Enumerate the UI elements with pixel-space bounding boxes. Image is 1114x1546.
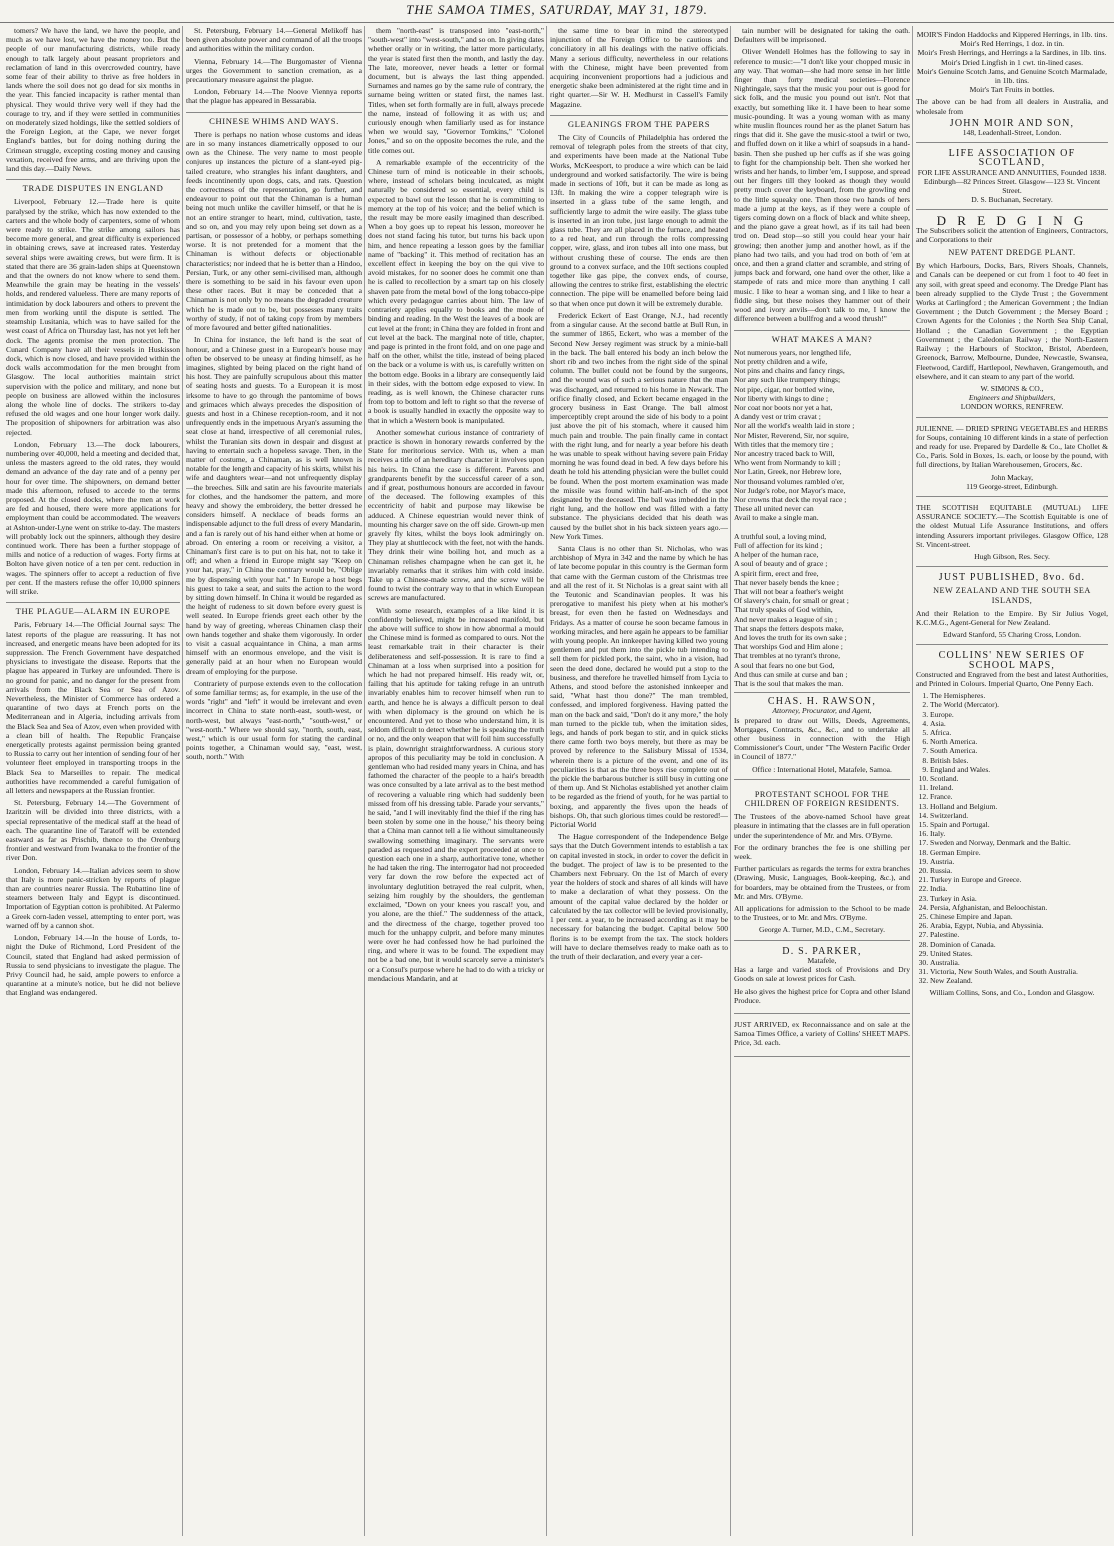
poem-line: Nor Mister, Reverend, Sir, nor squire, — [734, 430, 849, 440]
poem-line: That trembles at no tyrant's throne, — [734, 651, 840, 661]
advert-name: D. S. PARKER, — [782, 945, 862, 957]
article-paragraph: London, February 14.—In the house of Lords, to-night the Duke of Richmond, Lord President of the Council, stated that England had asked permission of Russia to send physicians to investigate the plague. The Privy Council had, he said, ample powers to enforce a quarantine at a minute's notice, but he did not believe that England was endangered. — [6, 933, 180, 998]
advert-parker — [734, 943, 910, 1014]
map-list-item: 16. Italy. — [930, 829, 1108, 838]
advert-signature: Hugh Gibson, Res. Secy. — [974, 551, 1050, 561]
article-paragraph: There is perhaps no nation whose customs and ideas are in so many instances diametrically opposed to our own as the Chinese. The very name to most people conjures up instances the picture of a slant-eyed pig-tailed creature, who strangles his infant daughters, and feeds incontinently upon dogs, cats, and rats. Question the correctness of the representation, go further, and endeavour to point out that the Chinaman is a human being not much unlike the caviller himself, or that he is not an entire stranger to heart, mind, cultivation, taste, and so on, and you may rely upon being set down as a partisan, or possessor of a hobby, or perhaps something worse. It is not pretended for a moment that the Chinaman is without defects or objectionable characteristics; nor indeed that he is better than a Hindoo, Persian, Turk, or any other semi-civilised man, although there is something to be said in his favour even upon these other races. But it may be conceded that a Chinaman is not only by no means the degraded creature which he is made out to be, but possesses many traits worthy of study, if not of taking copy from by members of more favoured and better gifted nationalities. — [186, 129, 362, 333]
article-heading-plague: THE PLAGUE—ALARM IN EUROPE — [6, 602, 180, 616]
map-list-item: 30. Australia. — [930, 958, 1108, 967]
article-paragraph: Santa Claus is no other than St. Nicholas, who was archbishop of Myra in 342 and the name by which he has of late become popular in this country is the German form that came with the German custom of the Christmas tree and all the rest of it. St Nicholas is a great saint with all the Teutonic and Scandinavian peoples. It was his prerogative to manifest his piety when at his mother's breast, for even then he fasted on Wednesdays and Fridays. As a matter of course he soon became famous in working miracles, and here again he appears to be familiar with young people. An innkeeper having killed two young gentlemen and put them into the pickle tub intending to sell them for pickled pork, the saint, who in a vision, had seen the deed done, declared he would put a stop to the business, and therefore he travelled himself from Lycia to Athens, and stood before the astonished innkeeper and said, "What hast thou done?" The man trembled, confessed, and implored forgiveness. Having patted the man on the back and said, "Don't do it any more," the holy man turned to the pickle tub, when the imitation sides, legs, and hands of pork began to stir, and in quick sticks there came forth two boys merely, but there as may be proved by reference to the Salisbury Missal of 1534, wherein there is a picture of the event, and one of its peculiarities is that as the three boys rise complete out of the pickle the barbarous butcher is still busy in cutting one of them up. And St Nicholas established yet another claim to be regarded as the friend of youth, for he was partial to boxing, and apparently the fives upon the heads of bishops. Oh, that such glorious times could be restored!—Pictorial World — [550, 543, 728, 830]
article-paragraph: London, February 14.—The Noove Viennya reports that the plague has appeared in Bessarabia. — [186, 87, 362, 106]
advert-text: The above can be had from all dealers in Australia, and wholesale from — [916, 97, 1108, 116]
article-heading-trade-disputes: TRADE DISPUTES IN ENGLAND — [6, 179, 180, 193]
poem-line: A soul of beauty and of grace ; — [734, 559, 828, 569]
poem-line: A truthful soul, a loving mind, — [734, 531, 827, 541]
map-list-item: 9. England and Wales. — [930, 765, 1108, 774]
advert-signature: D. S. Buchanan, Secretary. — [971, 195, 1053, 205]
poem-line: With titles that the memory tire ; — [734, 439, 834, 449]
advert-subheading: NEW PATENT DREDGE PLANT. — [948, 248, 1076, 258]
advert-text: Is prepared to draw out Wills, Deeds, Agreements, Mortgages, Contracts, &c., &c., and to undertake all other business in connection with the High Commissioner's Court, under "The Western Pacific Order in Council of 1877." — [734, 715, 910, 762]
advert-text: THE SCOTTISH EQUITABLE (MUTUAL) LIFE ASSURANCE SOCIETY.—The Scottish Equitable is one of the oldest Mutual Life Assurance Institutions, and offers intending Assurers important privileges. Glasgow Office, 128 St. Vincent-street. — [916, 502, 1108, 549]
column-3 — [368, 26, 544, 1536]
map-list-item: 10. Scotland. — [930, 774, 1108, 783]
poem-line: A helper of the human race, — [734, 550, 819, 560]
map-list-item: 28. Dominion of Canada. — [930, 940, 1108, 949]
poem-line: Avail to make a single man. — [734, 513, 819, 523]
advert-product-line: Moir's Fresh Herrings, and Herrings a la Sardines, in 1lb. tins. — [917, 48, 1107, 58]
advert-works: LONDON WORKS, RENFREW. — [960, 402, 1064, 412]
advert-dredging — [916, 212, 1108, 417]
map-list-item: 24. Persia, Afghanistan, and Beloochistan. — [930, 903, 1108, 912]
poem-line: That worships God and Him alone ; — [734, 642, 843, 652]
map-list-item: 2. The World (Mercator). — [930, 700, 1108, 709]
advert-moir — [916, 26, 1108, 143]
column-2 — [186, 26, 362, 1536]
poem-heading: WHAT MAKES A MAN? — [734, 330, 910, 344]
map-list-item: 7. South America. — [930, 746, 1108, 755]
poem-line: Nor thousand volumes rambled o'er, — [734, 476, 845, 486]
map-list-item: 20. Russia. — [930, 866, 1108, 875]
advert-address: Edinburgh—82 Princes Street. Glasgow—123 St. Vincent Street. — [923, 176, 1101, 196]
map-list-item: 27. Palestine. — [930, 930, 1108, 939]
article-paragraph: Liverpool, February 12.—Trade here is quite paralysed by the strike, which has now extended to the carters and the whole body of carpenters, some of whom were ready to strike. The strike among sailors has become more general, and great difficulty is experienced in obtaining crews, save at increased rates. Yesterday several ships were awaiting crews, but were firm. It is stated that there are 36 grain-laden ships at Queenstown and that the owners do not know where to send them. Meanwhile the grain may be heating in the vessels' holds, and rendered valueless. There are many reports of intimidation by dock labourers and others to prevent the men from working until the dispute is settled. The steamship Lusitania, which was to have sailed for the west coast of Africa on Thursday last, has not yet left her dock. The agents promise the men protection. The Cunard Company have all their vessels in Huskisson dock, which is now closed, and have provided within the dock walls accommodation for the men brought from Glasgow. The local authorities maintain strict supervision with the police and military, and none but people on business are allowed within the inclosures along the whole line of docks. The strikers to-day refused the old wages and one hour longer work daily. The proposition of shipowners for arbitration was also rejected. — [6, 197, 180, 437]
article-paragraph: With some research, examples of a like kind it is confidently believed, might be increased manifold, but the above will suffice to show in how abnormal a mould the Chinese mind is formed as compared to ours. Not the least remarkable trait in their character is their deliberateness and self-possession. It is rare to find a Chinaman at a loss when surprised into a position for which he had not prepared himself. His ready wit, or, failing that his aptitude for taking refuge in an untruth invariably enables him to recover himself when run to earth, and hence he is always a difficult person to deal with when diplomacy is the ground on which he is encountered. And yet to those who understand him, it is seldom difficult to detect whether he is speaking the truth or no, and the only weapon that will foil him successfully is plain, downright straightforwardness. A curious story apropos of this peculiarity may be told in conclusion. A gentleman who had resided many years in China, and has fathomed the character of the people to a hair's breadth was once consulted by a late arrival as to the best method of recovering a valuable ring which had suddenly been missed from off his dressing table. Parade your servants," he said, "and I will inevitably find the thief if the ring has been stolen by some one in the house," his theory being that a China man cannot tell a lie without simultaneously swallowing something imaginary. The servants were paraded as requested and the expert proceeded at once to question each one in a sharp, authoritative tone, whether he had taken the ring. The interrogator had not proceeded very far down the row before the expected act of involuntary deglutition betrayed the real culprit, when, seizing him roughly by the shoulders, the gentleman exclaimed, "Down on your knees you rascal! you, and you alone, are the thief." The suddenness of the attack, and the directness of the charge, together proved too much for the unhappy culprit, and before many minutes were over he had confessed how he had purloined the ring, and where it was to be found. The expedient may not be a bad one, but it would scarcely serve a minister's or a Consul's purpose where he had to do with a tricky or mendacious Mandarin, and at — [368, 605, 544, 983]
poem-line: Full of affection for its kind ; — [734, 540, 823, 550]
article-paragraph: Frederick Eckert of East Orange, N.J., had recently from a singular cause. At the second battle at Bull Run, in the summer of 1865, Eckert, who was a member of the Second New Jersey regiment was struck by a minie-ball in the back. The ball entered his body an inch below the short rib and two inches from the right side of the spinal column. The bullet could not be found by the surgeons, and the wound was of such a serious nature that the man was discharged, and returned to his home in Newark. The orifice finally closed, and Eckert became engaged in the grocery business in East Orange. The ball almost imperceptibly crept around the side of his body to a point just above the pit of his stomach, where it caused him much pain and trouble. The pain finally came in contact with the right lung, and for nearly a year before his death he was unable to speak without having severe pain Friday morning he was found dead in bed. A few days before his death he told his attending physician were the bullet could be found. When the post mortem examination was made the missile was found within half-an-inch of the spot designated by the deceased. The ball was imbedded in the right lung, and the hollow end was filled with a fatty substance. The physicians decided that his death was caused by the bullet shot in his back sixteen years ago.—New York Times. — [550, 310, 728, 541]
poem-line — [734, 523, 910, 532]
advert-text: He also gives the highest price for Copra and other Island Produce. — [734, 986, 910, 1005]
advert-heading: LIFE ASSOCIATION OF SCOTLAND, — [948, 148, 1076, 169]
poem-line: Who went from Normandy to kill ; — [734, 458, 841, 468]
advert-signature: George A. Turner, M.D., C.M., Secretary. — [758, 925, 886, 935]
advert-product-line: Moir's Dried Lingfish in 1 cwt. tin-lined cases. — [940, 57, 1084, 67]
map-list-item: 23. Turkey in Asia. — [930, 894, 1108, 903]
map-list-item: 14. Switzerland. — [930, 811, 1108, 820]
column-4 — [550, 26, 728, 1536]
poem-line: And never makes a league of sin ; — [734, 614, 838, 624]
advert-product-line: MOIR'S Findon Haddocks and Kippered Herrings, in 1lb. tins. — [916, 30, 1108, 39]
column-5 — [734, 26, 910, 1536]
advert-new-zealand-book — [916, 569, 1108, 645]
advert-text: The Subscribers solicit the attention of Engineers, Contractors, and Corporations to their — [916, 225, 1108, 244]
advert-protestant-school — [734, 782, 910, 941]
advert-rawson — [734, 692, 910, 780]
poem-line: That truly speaks of God within, — [734, 605, 833, 615]
article-paragraph: London, February 14.—Italian advices seem to show that Italy is more panic-stricken by reports of plague than are countries nearer Russia. The Rubattino line of steamers between Italy and Egypt is discontinued. Importation of Egyptian cotton is prohibited. At Palermo a Greek corn-laden vessel, attempting to enter port, was warned off by a cannon shot. — [6, 865, 180, 930]
poem-line: Nor crowns that deck the royal race ; — [734, 494, 847, 504]
poem-line: Of slavery's chain, for small or great ; — [734, 596, 849, 606]
poem-line: Nor ancestry traced back to Will, — [734, 448, 835, 458]
article-paragraph: Another somewhat curious instance of contrariety of practice is shown in honorary rewards conferred by the State for meritorious service. With us, when a man receives a title of an hereditary character it involves upon his heirs. In China the case is different. Parents and grandparents benefit by the successful career of a son, and if great, posthumous honours are accorded in favour of the deceased. The following examples of this eccentricity of habit and purpose may likewise be adduced. A Chinese equestrian would never think of mounting his charger save on the off side. Grown-up men gravely fly kites, whilst the boys look admiringly on. They play at shuttlecock with the feet, not with the hands. They drink their wine boiling hot, and much as a Chinaman relishes champagne when he can get it, he invariably remarks that it strikes him with cold inside. Take up a Chinese-made screw, and the screw will be found to twist the contrary way to that in which European screws are manufactured. — [368, 427, 544, 603]
article-paragraph: Contrariety of purpose extends even to the collocation of some familiar terms; as, for example, in the use of the words "right" and "left" it would be irrelevant and even incorrect in China to state north-east, south-west, or north-west, but always "east-north," "south-west," or "west-north." Where we should say, "north, south, east, west," which is our usual form for stating the cardinal points together, a Chinaman would say, "east, west, south, north." With — [186, 678, 362, 762]
poem-line: Nor Judge's robe, nor Mayor's mace, — [734, 485, 846, 495]
masthead-title: THE SAMOA TIMES, SATURDAY, MAY 31, 1879. — [406, 2, 708, 17]
poem-line: That will not bear a feather's weight — [734, 586, 844, 596]
map-list-item: 3. Europe. — [930, 710, 1108, 719]
column-rule — [546, 26, 547, 1536]
poem-line: A spirit firm, erect and free, — [734, 568, 819, 578]
map-list-item: 1. The Hemispheres. — [930, 691, 1108, 700]
poem-line: Nor all the world's wealth laid in store ; — [734, 421, 855, 431]
advert-publisher: William Collins, Sons, and Co., London and Glasgow. — [929, 987, 1095, 997]
advert-place: Matafele, — [807, 955, 837, 965]
map-list-item: 13. Holland and Belgium. — [930, 802, 1108, 811]
advert-subtitle: Attorney, Procurator, and Agent, — [772, 706, 872, 716]
advert-text: Has a large and varied stock of Provisions and Dry Goods on sale at lowest prices for Cash. — [734, 965, 910, 984]
article-paragraph: In China for instance, the left hand is the seat of honour, and a Chinese guest in a European's house may often be observed to be uneasy at finding himself, as he imagines, slighted by being placed on the right hand of his host. They are painfully scrupulous about this matter of seating hosts and guests. To a European it is most irksome to have to go through the pantomime of bows and grimaces which always precedes the disposition of guests and host in a Chinese reception-room, and it not unfrequently ends in the impetuous Aryan's assuming the seat close at hand, irrespective of all ceremonial rules, whilst the Turanian sits down in despair and disgust at having to entertain such a hopeless savage. Then, in the matter of costume, a Chinaman, as is well known is notable for the length and capacity of his skirts, whilst his wife and daughters wear—and not unfrequently display—the breeches. Silk and satin are his favourite materials for clothes, and the handsomer the pattern, and more heavy and showy the embroidery, the better dressed he considers himself. A necklace of beads forms an indispensable adjunct to the full dress of every Mandarin, and a fan is rarely out of his hand either when at home or abroad. On entering a room or receiving a visitor, a Chinaman's first care is to put on his hat, not to take it off; and when a friend in Europe might say "Keep on your hat, pray," in China the contrary would be, "Oblige me by dispensing with your hat." In Europe a host begs his guest to take a seat, and suits the action to the word by sitting down himself. In China it would be regarded as the height of rudeness to sit down before every guest is well seated. In Europe friends greet each other by the hand by way of greeting, whereas Chinamen clasp their own hands together and shake them vigorously. In order to visit a casual acquaintance in China, a man arms himself with an enormous envelope, and the visit is generally paid at an hour when no European would dream of employing for the purpose. — [186, 335, 362, 676]
advert-address: 148, Leadenhall-Street, London. — [962, 128, 1062, 138]
advert-address: 119 George-street, Edinburgh. — [966, 481, 1058, 491]
poem-line: Not pretty children and a wife, — [734, 356, 828, 366]
advert-scottish-equitable — [916, 499, 1108, 567]
poem-line: Nor liberty with kings to dine ; — [734, 393, 829, 403]
poem-line: These all united never can — [734, 504, 814, 514]
article-paragraph: the same time to bear in mind the stereotyped injunction of the Foreign Office to be cautious and conciliatory in all his dealings with the native officials. Many a serious difficulty, nevertheless in our relations with the Chinese, might have been prevented from acquiring inconvenient proportions had a judicious and energetic shake been administered at the right time and in right quarter.—Sir W. H. Medhurst in Cassell's Family Magazine. — [550, 26, 728, 109]
poem-line: A dandy vest or trim cravat ; — [734, 412, 821, 422]
advert-text: Further particulars as regards the terms for extra branches (Drawing, Music, Languages, Book-keeping, &c.), and for boarders, may be obtained from the Trustees, or from Mr. and Mrs. O'Byrne. — [734, 864, 910, 901]
map-list-item: 31. Victoria, New South Wales, and South Australia. — [930, 967, 1108, 976]
advert-text: By which Harbours, Docks, Bars, Rivers Shoals, Channels, and Canals can be deepened or cut from 1 foot to 40 feet in any soil, with great speed and economy. The Dredge Plant has been already supplied to the Clyde Trust ; the Government Works at Carlingford ; the American Government ; the Indian Government ; the Dutch Government ; the Mersey Board ; Crown Agents for the Colonies ; the North Sea Ship Canal, Holland ; the Canadian Government ; the Egyptian Government ; the Caledonian Railway ; the North-Eastern Railway ; the Harbours of Stockton, Bristol, Aberdeen, Greenock, Barrow, Melbourne, Dundee, Newcastle, Swansea, Fleetwood, Cardiff, Hartlepool, Newhaven, Grangemouth, and elsewhere, and it can steam to any part of the world. — [916, 261, 1108, 381]
advert-name: John Mackay, — [990, 472, 1034, 482]
article-heading-chinese-whims: CHINESE WHIMS AND WAYS. — [186, 112, 362, 126]
poem-line: Not numerous years, nor lengthed life, — [734, 347, 852, 357]
advert-heading: COLLINS' NEW SERIES OF SCHOOL MAPS, — [938, 650, 1086, 671]
advert-title: NEW ZEALAND AND THE SOUTH SEA ISLANDS, — [933, 586, 1091, 605]
advert-julienne — [916, 420, 1108, 497]
advert-heading: PROTESTANT SCHOOL FOR THE CHILDREN OF FOREIGN RESIDENTS. — [744, 789, 900, 809]
poem-line: Nor any such like trumpery things; — [734, 375, 841, 385]
advert-heading: JUST PUBLISHED, 8vo. 6d. — [938, 572, 1086, 584]
article-paragraph: The Hague correspondent of the Independence Belge says that the Dutch Government intends to establish a tax on capital invested in stock, in order to cover the deficit in the budget. The project of law is to be presented to the Chambers next February. On the 1st of March of every year the holders of stock and shares of all kinds will have to make a declaration of what they possess. On the amount of the capital value declared by the holder or calculated by the tax collector will be levied provisionally, 1 per cent. a year, to be increased according as it may be necessary for balancing the budget. Capital below 500 florins is to be exempt from the tax. The stock holders will have to declare themselves ready to make oath as to the truth of their declaration, and every year a cer- — [550, 832, 728, 961]
article-paragraph: Paris, February 14.—The Official Journal says: The latest reports of the plague are reassuring. It has not increased, and energetic means have been adopted for its suppression. The French Government have despatched physicians to investigate the disease. Reports that the plague has appeared in Turkey are unfounded. There is no ground for panic, and no danger for the present from arrivals from the Black Sea or Sea of Azov. Nevertheless, the Minister of Commerce has ordered a quarantine of two days at French ports on the Mediterranean and in Algeria, including arrivals from the Black Sea and Sea of Azov, even when provided with a clean bill of health. The Republic Française energetically protests against permission being granted to Russia to carry out her intention of sending four of her volunteer fleet employed in transporting troops in the Black Sea to Marseilles to repair. The medical authorities have recommended a careful fumigation of all letters and newspapers at the Russian frontier. — [6, 620, 180, 796]
advert-heading: D R E D G I N G — [936, 213, 1088, 229]
article-paragraph: Vienna, February 14.—The Burgomaster of Vienna urges the Government to sanction cremation, as a precautionary measure against the plague. — [186, 56, 362, 85]
advert-name: CHAS. H. RAWSON, — [767, 696, 877, 708]
map-list-item: 4. Asia. — [930, 719, 1108, 728]
advert-text: The Trustees of the above-named School have great pleasure in intimating that the classes are in full operation under the superintendence of Mr. and Mrs. O'Byrne. — [734, 812, 910, 840]
poem-line: Not pins and chains and fancy rings, — [734, 366, 845, 376]
poem-line: A soul that fears no one but God, — [734, 660, 835, 670]
advert-firm: JOHN MOIR AND SON, — [949, 117, 1075, 129]
advert-collins-maps — [916, 647, 1108, 1002]
map-list-item: 5. Africa. — [930, 728, 1108, 737]
map-list-item: 26. Arabia, Egypt, Nubia, and Abyssinia. — [930, 921, 1108, 930]
advert-firm: W. SIMONS & CO., — [980, 383, 1044, 393]
poem-line: Not pipe, cigar, nor bottled wine, — [734, 384, 835, 394]
advert-product-line: Moir's Red Herrings, 1 doz. in tin. — [959, 39, 1065, 49]
article-paragraph: Oliver Wendell Holmes has the following to say in reference to music:—"I don't like your chopped music in any way. That woman—she had more sense in her little finger than forty medical societies—Florence Nightingale, says that the music you pour out is good for sick folk, and the music you pound out isn't. Not that exactly, but something like it. I have been to hear some music-pounding. It was a young woman with as many white muslin flounces round her as the planet Saturn has rings that did it. She gave the music-stool a twirl or two, and fluffed down on it like a whirl of soapsuds in a hand-basin. Then she pushed up her cuffs as if she was going to fight for the championship belt. Then she worked her wrists and her hands, to limber 'em, I suppose, and spread out her fingers till they looked as though they would pretty much cover the keyboard, from the growling end to the little squeaky one. Then those two hands of hers made a jump at the keys, as if they were a couple of tigers coming down on a flock of black and white sheep, and the piano gave a great howl, as if its tail had been trod on. Dead stop—so still you could hear your hair growing; then another jump and another howl, as if the piano had two tails, and you had trod on both of 'em at once, and then a grand clatter and scramble, and string of jumps back and forward, one hand over the other, like a stampede of rats and mice more than anything I call music. I like to hear a woman sing, and I like to hear a fiddle sing, but these noises they hammer out of their wood and ivory anvils—don't talk to me, I know the difference between a bullfrog and a wood thrush!" — [734, 47, 910, 324]
article-paragraph: London, February 13.—The dock labourers, numbering over 40,000, held a meeting and decided that, unless the masters agreed to the old rates, they would demand an advance of the day rate and of a penny per hour for over time. The shipowners, on demand better made this afternoon, refused to accede to the terms proposed. At the closed docks, where the men at work are fed and housed, there were more applications for employment than could be accommodated. The weavers at Ashton-under-Lyne went on strike to-day. The masters will probably lock out the spinners, although they desire continued work. There has been a further stoppage of mills and notice of a reduction of wages. Forty firms at Bolton have given notice of a ten per cent. reduction in wages. The spinners offer to accept a reduction of five per cent. If the masters refuse the offer 10,000 spinners will strike. — [6, 439, 180, 596]
poem-line: Nor coat nor boots nor yet a hat, — [734, 402, 833, 412]
article-paragraph: The City of Councils of Philadelphia has ordered the removal of telegraph poles from the streets of that city, and experiments have been made at the National Tube Works, McKeesport, to produce a wire which can be laid underground and worked satisfactorily. The wire is being made in sections of 10ft, but it can be made as long as 13ft. In making the wire a copper telegraph wire is inserted in a glass tube of the same length, and sufficiently large to admit the wire easily. The glass tube is inserted in an iron tube, just large enough to admit the glass tube. They are all placed in the furnace, and heated to a red heat, and run through the rolls compressing copper, wire, glass, and iron tubes all into one mass, but without crushing these of course. The ends are then ground to a convex surface, and the 10ft sections coupled together like gas pipe, the convex ends, of course, allowing the centres to strike first, establishing the electric connection. The pipe will be enamelled before being laid so that when once put down it will be extremely durable. — [550, 133, 728, 308]
column-1 — [6, 26, 180, 1536]
column-rule — [912, 26, 913, 1536]
advert-subtitle: FOR LIFE ASSURANCE AND ANNUITIES, Founded 1838. — [917, 167, 1107, 177]
advert-text: JUST ARRIVED, ex Reconnaissance and on sale at the Samoa Times Office, a variety of Collins' SHEET MAPS. Price, 3d. each. — [734, 1019, 910, 1048]
advert-maps-arrived — [734, 1016, 910, 1057]
article-paragraph: tomers? We have the land, we have the people, and much as we have lost, we have the money too. But the people of our manufacturing districts, while ready enough to talk largely about peasant proprietors and reclamation of land in this overcrowded country, have some fear of their ability to thrive as free holders in lands where the soil does not go dead for six months in the year. This fancied incapacity is rather mental than physical. They would thrive very well if they had the courage to try, and if they were settled in communities on moderately sized holdings, like the settled soldiers of the Foreign Legion, at the Cape, we never forget England's battles, but for doing nothing during the Crimean struggle, excepting costing money and causing vexation, received free arms, and are thriving upon the land this day.—Daily News. — [6, 26, 180, 174]
map-list-item: 18. German Empire. — [930, 848, 1108, 857]
advert-life-association — [916, 145, 1108, 210]
map-list-item: 29. United States. — [930, 949, 1108, 958]
advert-publisher: Edward Stanford, 55 Charing Cross, London. — [943, 630, 1081, 640]
article-paragraph: St. Petersburg, February 14.—General Melikoff has been given absolute power and command of all the troops and authorities within the military cordon. — [186, 26, 362, 54]
map-list-item: 21. Turkey in Europe and Greece. — [930, 875, 1108, 884]
poem-line: That snaps the fetters despots make, — [734, 623, 844, 633]
map-list-item: 32. New Zealand. — [930, 976, 1108, 985]
article-paragraph: them "north-east" is transposed into "east-north," "south-west" into "west-south," and so on. In giving dates whether orally or in writing, the latter more particularly, the year is stated first then the month, and lastly the day. The late, moreover, never heads a letter or formal document, but is always the last thing appended. Surnames and names go by the same rule of contrary, the surname being written or stated first, the names last. Titles, when set forth formally are in full, always precede the name, instead of following it as with us; and curiously enough when familiarly used as for instance when we would say, "Governor Tomkins," "Colonel Jones," and so on the opposite becomes the rule, and the title comes out. — [368, 26, 544, 155]
poem-line: And loves the truth for its own sake ; — [734, 633, 847, 642]
masthead — [0, 0, 1114, 23]
map-list — [930, 691, 1108, 986]
poem — [734, 348, 910, 689]
map-list-item: 8. British Isles. — [930, 756, 1108, 765]
advert-text: All applications for admission to the School to be made to the Trustees, or to Mr. and Mrs. O'Byrne. — [734, 904, 910, 923]
advert-office: Office : International Hotel, Matafele, Samoa. — [752, 764, 892, 774]
poem-line: That is the soul that makes the man. — [734, 679, 844, 689]
advert-product-list — [916, 30, 1108, 94]
poem-line: Nor Latin, Greek, nor Hebrew lore, — [734, 467, 842, 477]
article-heading-gleanings: GLEANINGS FROM THE PAPERS — [550, 115, 728, 129]
map-list-item: 17. Sweden and Norway, Denmark and the Baltic. — [930, 838, 1108, 847]
column-rule — [730, 26, 731, 1536]
article-paragraph: tain number will be designated for taking the oath. Defaulters will be imprisoned. — [734, 26, 910, 45]
map-list-item: 25. Chinese Empire and Japan. — [930, 912, 1108, 921]
article-paragraph: A remarkable example of the eccentricity of the Chinese turn of mind is noticeable in their schools, where, instead of scholars being inculcated, as might naturally be considered so essential, every child is expected to bawl out the lesson that he is committing to memory at the top of his voice; and the belief which is the result may be more easily imagined than described. When a boy goes up to repeat his lesson, moreover he does not stand facing his tutor, but turns his back upon him, and hence repeating a lesson goes by the familiar name of "backing" it. This method of recitation has an excellent effect in keeping the boy on the qui vive to avoid mistakes, for no sooner does he commit one than he is called to recollection by a smart tap on his closely shaven pate from the metal bowl of the long tobacco-pipe which every pedagogue carries about him. The law of contrariety applies equally to books and the mode of binding and reading. In the West the leaves of a book are cut level at the front; in China they are folded in front and cut level at the back. The marginal note of title, chapter, and page is printed in the front fold, and on one page and half on the other, whilst the title, instead of being placed on the back or a volume is with us, is carefully written on the bottom edge. Books in a library are consequently laid in their sides, with the bottom edge exposed to view. In reading, as is well known, the Chinese character runs from top to bottom and left to right so that the reverse of a book is usually handled in exactly the opposite way to that in which a Western book is manipulated. — [368, 157, 544, 425]
map-list-item: 15. Spain and Portugal. — [930, 820, 1108, 829]
map-list-item: 6. North America. — [930, 737, 1108, 746]
column-6 — [916, 26, 1108, 1536]
advert-text: For the ordinary branches the fee is one shilling per week. — [734, 842, 910, 862]
advert-firm-role: Engineers and Shipbuilders, — [968, 393, 1056, 403]
map-list-item: 19. Austria. — [930, 857, 1108, 866]
poem-line: And thus can smile at curse and ban ; — [734, 669, 848, 679]
article-paragraph: St. Petersburg, February 14.—The Government of Izaritzin will be divided into three districts, with a special representative of the medical staff at the head of each. The quarantine line of Taratoff will be extended eastward as far as Prischib, thence to the Orenburg frontier and westward from Iwanaka to the frontier of the river Don. — [6, 798, 180, 863]
map-list-item: 11. Ireland. — [930, 783, 1108, 792]
map-list-item: 12. France. — [930, 792, 1108, 801]
poem-line: That never basely bends the knee ; — [734, 577, 840, 587]
advert-product-line: Moir's Genuine Scotch Jams, and Genuine Scotch Marmalade, in 1lb. tins. — [916, 66, 1108, 86]
map-list-item: 22. India. — [930, 884, 1108, 893]
advert-product-line: Moir's Tart Fruits in bottles. — [969, 85, 1055, 95]
advert-text: And their Relation to the Empire. By Sir Julius Vogel, K.C.M.G., Agent-General for New Zealand. — [916, 608, 1108, 627]
advert-text: Constructed and Engraved from the best and latest Authorities, and Printed in Colours. Imperial Quarto, One Penny Each. — [916, 669, 1108, 688]
advert-text: JULIENNE. — DRIED SPRING VEGETABLES and HERBS for Soups, containing 10 different kinds in a state of perfection and ready for use. Prepared by Dardelle & Co., late Chollet & Co., Paris. Sold in Boxes, 1s. each, or loose by the pound, with full directions, by Italian Warehousemen, Grocers, &c. — [916, 423, 1108, 470]
column-rule — [182, 26, 183, 1536]
column-rule — [364, 26, 365, 1536]
